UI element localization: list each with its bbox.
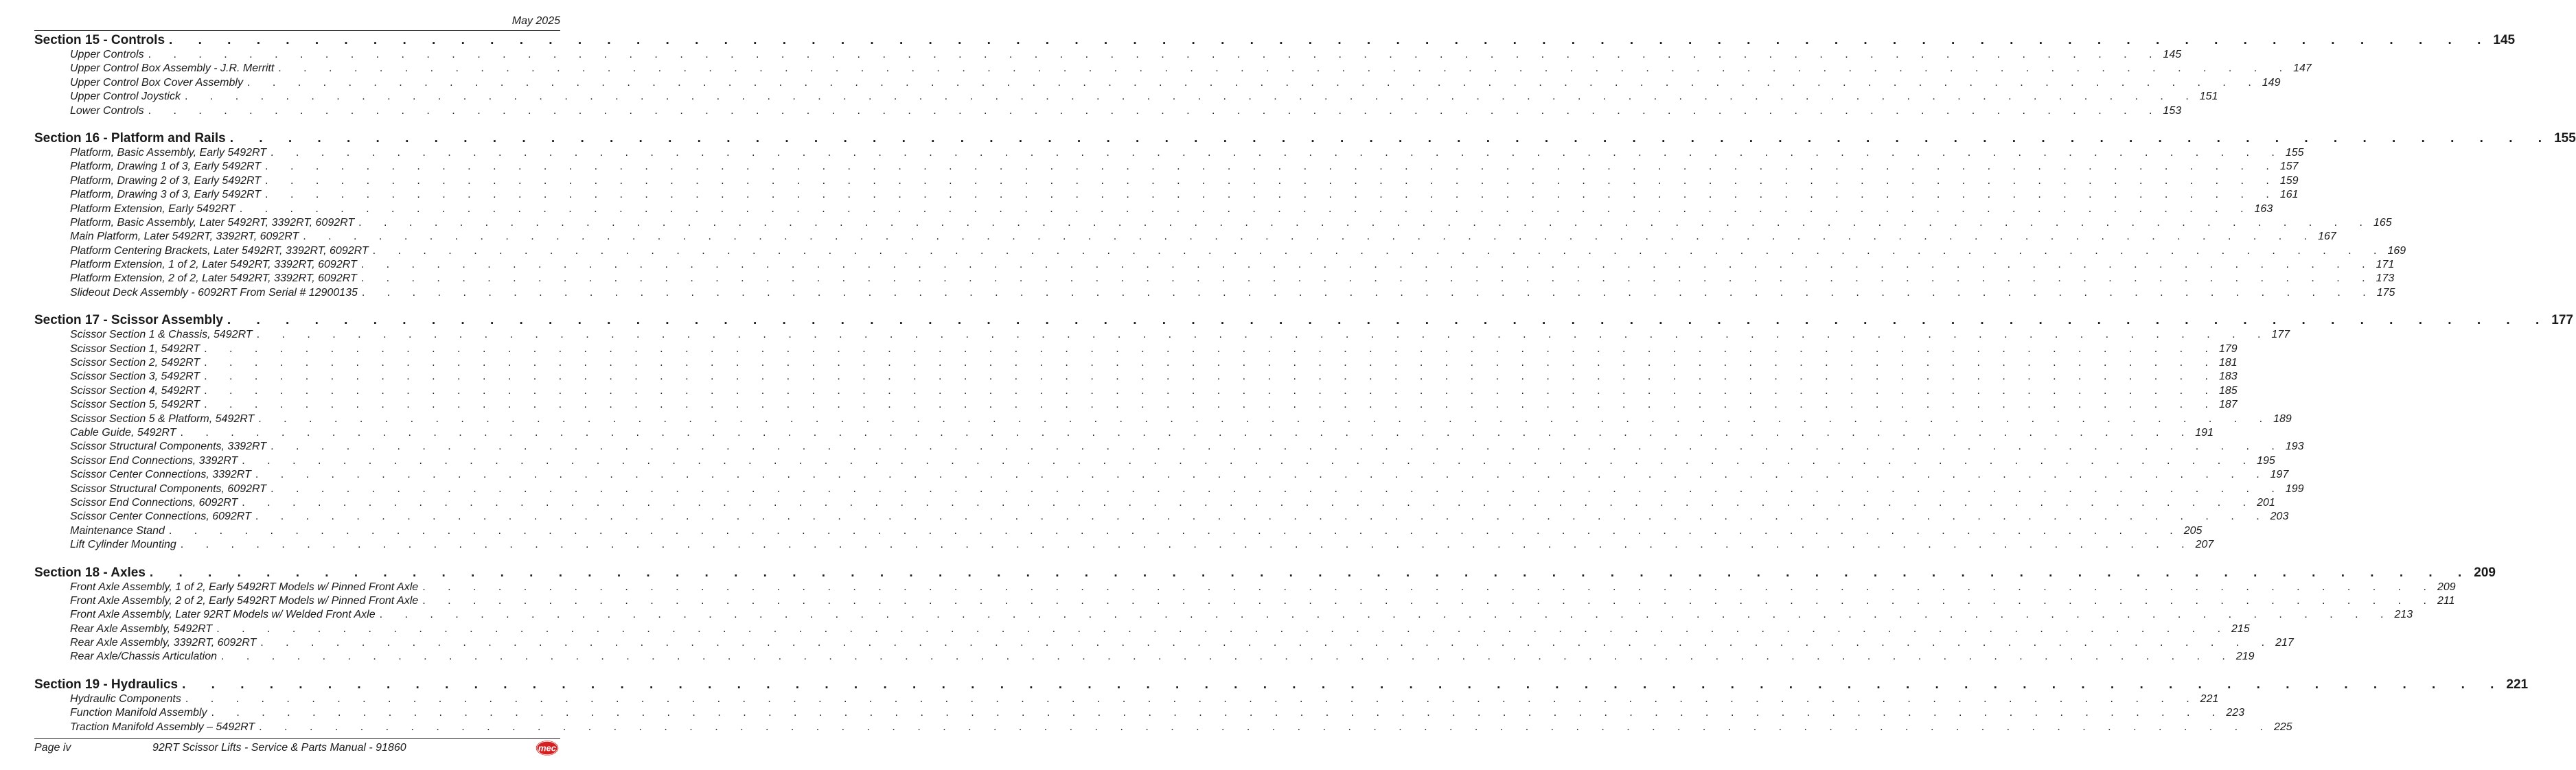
toc-entry[interactable] [34, 426, 2213, 440]
toc-entry[interactable] [34, 622, 2250, 636]
entry-page-number: 217 [2275, 637, 2294, 649]
entry-title: Scissor Section 5, 5492RT [70, 399, 200, 411]
dot-leader: . . . . . . . . . . . . . . . . . . . . . . . . . . . . . . . . . . . . . . . . . . . . . . . . . . . . . . . . . . . . . . . . . . . . . . . . . . . . . . . . [229, 130, 2553, 145]
dot-leader: . . . . . . . . . . . . . . . . . . . . . . . . . . . . . . . . . . . . . . . . . . . . . . . . . . . . . . . . . . . . . . . . . . . . . . . . . . . . . . . . [184, 91, 2198, 103]
entry-page-number: 207 [2195, 539, 2214, 551]
entry-title: Rear Axle Assembly, 5492RT [70, 622, 213, 635]
toc-entry[interactable] [34, 160, 2299, 174]
mec-logo-text: mec [538, 743, 557, 754]
toc-section [34, 313, 2573, 552]
entry-title: Scissor Section 1 & Chassis, 5492RT [70, 329, 253, 341]
entry-title: Scissor End Connections, 6092RT [70, 496, 238, 509]
entry-page-number: 225 [2273, 721, 2292, 733]
toc-section [34, 33, 2516, 118]
section-page-number: 177 [2551, 313, 2573, 328]
entry-page-number: 221 [2200, 692, 2219, 705]
dot-leader: . . . . . . . . . . . . . . . . . . . . . . . . . . . . . . . . . . . . . . . . . . . . . . . . . . . . . . . . . . . . . . . . . . . . . . . . . . . . . . . . [271, 146, 2284, 159]
dot-leader: . . . . . . . . . . . . . . . . . . . . . . . . . . . . . . . . . . . . . . . . . . . . . . . . . . . . . . . . . . . . . . . . . . . . . . . . . . . . . . . . [303, 231, 2317, 243]
section-title: Section 19 - Hydraulics [34, 677, 179, 692]
dot-leader: . . . . . . . . . . . . . . . . . . . . . . . . . . . . . . . . . . . . . . . . . . . . . . . . . . . . . . . . . . . . . . . . . . . . . . . . . . . . . . . . [204, 384, 2218, 397]
entry-title: Platform, Drawing 3 of 3, Early 5492RT [70, 189, 262, 201]
entry-page-number: 181 [2218, 357, 2238, 369]
entry-title: Upper Control Joystick [70, 91, 181, 103]
toc-entry[interactable] [34, 692, 2219, 706]
entry-title: Scissor End Connections, 3392RT [70, 454, 238, 467]
footer-rule [34, 738, 560, 739]
toc-entry[interactable] [34, 188, 2299, 202]
entry-title: Front Axle Assembly, 1 of 2, Early 5492RT Models w/ Pinned Front Axle [70, 581, 419, 593]
dot-leader: . . . . . . . . . . . . . . . . . . . . . . . . . . . . . . . . . . . . . . . . . . . . . . . . . . . . . . . . . . . . . . . . . . . . . . . . . . . . . . . . [204, 342, 2218, 355]
entry-page-number: 203 [2270, 511, 2289, 523]
dot-leader: . . . . . . . . . . . . . . . . . . . . . . . . . . . . . . . . . . . . . . . . . . . . . . . . . . . . . . . . . . . . . . . . . . . . . . . . . . . . . . . . [227, 313, 2551, 328]
toc-entry[interactable] [34, 258, 2395, 272]
footer-manual-title: 92RT Scissor Lifts - Service & Parts Manual - 91860 [152, 742, 406, 754]
dot-leader: . . . . . . . . . . . . . . . . . . . . . . . . . . . . . . . . . . . . . . . . . . . . . . . . . . . . . . . . . . . . . . . . . . . . . . . . . . . . . . . . [422, 594, 2436, 607]
toc-entry[interactable] [34, 370, 2238, 384]
entry-page-number: 175 [2376, 286, 2395, 299]
entry-title: Scissor Structural Components, 3392RT [70, 441, 267, 453]
toc-entry[interactable] [34, 510, 2289, 524]
section-page-number: 145 [2493, 33, 2516, 47]
dot-leader: . . . . . . . . . . . . . . . . . . . . . . . . . . . . . . . . . . . . . . . . . . . . . . . . . . . . . . . . . . . . . . . . . . . . . . . . . . . . . . . . [168, 524, 2183, 537]
dot-leader: . . . . . . . . . . . . . . . . . . . . . . . . . . . . . . . . . . . . . . . . . . . . . . . . . . . . . . . . . . . . . . . . . . . . . . . . . . . . . . . . [221, 651, 2235, 663]
top-rule [34, 30, 560, 31]
dot-leader: . . . . . . . . . . . . . . . . . . . . . . . . . . . . . . . . . . . . . . . . . . . . . . . . . . . . . . . . . . . . . . . . . . . . . . . . . . . . . . . . [204, 399, 2218, 411]
dot-leader: . . . . . . . . . . . . . . . . . . . . . . . . . . . . . . . . . . . . . . . . . . . . . . . . . . . . . . . . . . . . . . . . . . . . . . . . . . . . . . . . [258, 412, 2273, 425]
toc-entry[interactable] [34, 244, 2406, 258]
dot-leader: . . . . . . . . . . . . . . . . . . . . . . . . . . . . . . . . . . . . . . . . . . . . . . . . . . . . . . . . . . . . . . . . . . . . . . . . . . . . . . . . [372, 244, 2387, 257]
toc-section [34, 130, 2576, 300]
entry-title: Rear Axle Assembly, 3392RT, 6092RT [70, 637, 257, 649]
dot-leader: . . . . . . . . . . . . . . . . . . . . . . . . . . . . . . . . . . . . . . . . . . . . . . . . . . . . . . . . . . . . . . . . . . . . . . . . . . . . . . . . [239, 202, 2253, 215]
entry-page-number: 191 [2195, 426, 2213, 439]
entry-title: Upper Control Box Assembly - J.R. Merritt [70, 62, 275, 75]
entry-page-number: 189 [2273, 412, 2292, 425]
dot-leader: . . . . . . . . . . . . . . . . . . . . . . . . . . . . . . . . . . . . . . . . . . . . . . . . . . . . . . . . . . . . . . . . . . . . . . . . . . . . . . . . [259, 721, 2273, 733]
dot-leader: . . . . . . . . . . . . . . . . . . . . . . . . . . . . . . . . . . . . . . . . . . . . . . . . . . . . . . . . . . . . . . . . . . . . . . . . . . . . . . . . [246, 76, 2261, 89]
entry-page-number: 165 [2373, 216, 2392, 229]
dot-leader: . . . . . . . . . . . . . . . . . . . . . . . . . . . . . . . . . . . . . . . . . . . . . . . . . . . . . . . . . . . . . . . . . . . . . . . . . . . . . . . . [271, 482, 2284, 495]
section-page-number: 209 [2474, 565, 2496, 580]
entry-title: Lower Controls [70, 104, 144, 117]
dot-leader: . . . . . . . . . . . . . . . . . . . . . . . . . . . . . . . . . . . . . . . . . . . . . . . . . . . . . . . . . . . . . . . . . . . . . . . . . . . . . . . . [360, 259, 2375, 271]
entry-title: Platform Extension, Early 5492RT [70, 202, 235, 215]
toc-entry[interactable] [34, 272, 2395, 285]
entry-title: Function Manifold Assembly [70, 707, 207, 719]
entry-page-number: 157 [2279, 161, 2299, 173]
mec-logo [535, 739, 560, 760]
dot-leader: . . . . . . . . . . . . . . . . . . . . . . . . . . . . . . . . . . . . . . . . . . . . . . . . . . . . . . . . . . . . . . . . . . . . . . . . . . . . . . . . [204, 357, 2218, 369]
toc-entry[interactable] [34, 440, 2304, 454]
entry-title: Scissor Section 2, 5492RT [70, 357, 200, 369]
entry-title: Platform, Basic Assembly, Early 5492RT [70, 146, 267, 159]
entry-title: Scissor Section 4, 5492RT [70, 384, 200, 397]
toc-entry[interactable] [34, 706, 2245, 720]
dot-leader: . . . . . . . . . . . . . . . . . . . . . . . . . . . . . . . . . . . . . . . . . . . . . . . . . . . . . . . . . . . . . . . . . . . . . . . . . . . . . . . . [260, 637, 2275, 649]
toc-entry[interactable] [34, 468, 2289, 482]
dot-leader: . . . . . . . . . . . . . . . . . . . . . . . . . . . . . . . . . . . . . . . . . . . . . . . . . . . . . . . . . . . . . . . . . . . . . . . . . . . . . . . . [265, 174, 2279, 187]
entry-title: Platform, Basic Assembly, Later 5492RT, 3392RT, 6092RT [70, 216, 355, 229]
entry-page-number: 167 [2318, 231, 2336, 243]
entry-title: Front Axle Assembly, Later 92RT Models w/ Welded Front Axle [70, 609, 376, 621]
entry-title: Main Platform, Later 5492RT, 3392RT, 6092RT [70, 231, 299, 243]
entry-title: Front Axle Assembly, 2 of 2, Early 5492RT Models w/ Pinned Front Axle [70, 594, 419, 607]
entry-title: Rear Axle/Chassis Articulation [70, 651, 218, 663]
dot-leader: . . . . . . . . . . . . . . . . . . . . . . . . . . . . . . . . . . . . . . . . . . . . . . . . . . . . . . . . . . . . . . . . . . . . . . . . . . . . . . . . [255, 511, 2269, 523]
toc-entry[interactable] [34, 356, 2238, 370]
entry-title: Slideout Deck Assembly - 6092RT From Serial # 12900135 [70, 286, 358, 299]
toc-entry[interactable] [34, 524, 2203, 538]
footer-page-label: Page iv [34, 742, 71, 754]
dot-leader: . . . . . . . . . . . . . . . . . . . . . . . . . . . . . . . . . . . . . . . . . . . . . . . . . . . . . . . . . . . . . . . . . . . . . . . . . . . . . . . . [242, 454, 2256, 467]
dot-leader: . . . . . . . . . . . . . . . . . . . . . . . . . . . . . . . . . . . . . . . . . . . . . . . . . . . . . . . . . . . . . . . . . . . . . . . . . . . . . . . . [185, 692, 2199, 705]
toc-entry[interactable] [34, 496, 2275, 510]
dot-leader: . . . . . . . . . . . . . . . . . . . . . . . . . . . . . . . . . . . . . . . . . . . . . . . . . . . . . . . . . . . . . . . . . . . . . . . . . . . . . . . . [204, 371, 2218, 383]
toc-section-heading[interactable] [34, 130, 2576, 146]
entry-title: Platform Centering Brackets, Later 5492RT, 3392RT, 6092RT [70, 244, 369, 257]
entry-page-number: 193 [2285, 441, 2304, 453]
dot-leader: . . . . . . . . . . . . . . . . . . . . . . . . . . . . . . . . . . . . . . . . . . . . . . . . . . . . . . . . . . . . . . . . . . . . . . . . . . . . . . . . [265, 161, 2279, 173]
entry-title: Scissor Center Connections, 3392RT [70, 469, 251, 481]
toc-section-heading[interactable] [34, 565, 2496, 581]
toc-section-heading[interactable] [34, 677, 2529, 692]
entry-page-number: 151 [2199, 91, 2218, 103]
dot-leader: . . . . . . . . . . . . . . . . . . . . . . . . . . . . . . . . . . . . . . . . . . . . . . . . . . . . . . . . . . . . . . . . . . . . . . . . . . . . . . . . [360, 272, 2375, 285]
toc-entry[interactable] [34, 76, 2281, 90]
toc-entry[interactable] [34, 482, 2304, 496]
entry-title: Cable Guide, 5492RT [70, 426, 176, 439]
entry-title: Traction Manifold Assembly – 5492RT [70, 721, 255, 733]
entry-title: Scissor Section 5 & Platform, 5492RT [70, 412, 255, 425]
dot-leader: . . . . . . . . . . . . . . . . . . . . . . . . . . . . . . . . . . . . . . . . . . . . . . . . . . . . . . . . . . . . . . . . . . . . . . . . . . . . . . . . [149, 565, 2473, 580]
entry-title: Scissor Center Connections, 6092RT [70, 511, 251, 523]
toc-entry[interactable] [34, 398, 2238, 412]
section-title: Section 18 - Axles [34, 565, 146, 580]
entry-page-number: 219 [2235, 651, 2255, 663]
toc-entry[interactable] [34, 202, 2273, 216]
entry-title: Scissor Structural Components, 6092RT [70, 482, 267, 495]
entry-page-number: 171 [2376, 259, 2395, 271]
toc-entry[interactable] [34, 384, 2238, 398]
toc-entry[interactable] [34, 581, 2456, 594]
entry-page-number: 149 [2262, 76, 2281, 89]
toc-entry[interactable] [34, 286, 2395, 300]
section-title: Section 15 - Controls [34, 33, 165, 47]
toc-entry[interactable] [34, 90, 2218, 104]
toc-entry[interactable] [34, 342, 2238, 356]
dot-leader: . . . . . . . . . . . . . . . . . . . . . . . . . . . . . . . . . . . . . . . . . . . . . . . . . . . . . . . . . . . . . . . . . . . . . . . . . . . . . . . . [379, 609, 2393, 621]
dot-leader: . . . . . . . . . . . . . . . . . . . . . . . . . . . . . . . . . . . . . . . . . . . . . . . . . . . . . . . . . . . . . . . . . . . . . . . . . . . . . . . . [180, 539, 2194, 551]
toc-section-heading[interactable] [34, 33, 2516, 48]
entry-title: Scissor Section 3, 5492RT [70, 371, 200, 383]
toc-entry[interactable] [34, 538, 2214, 552]
entry-page-number: 185 [2218, 384, 2238, 397]
entry-page-number: 195 [2257, 454, 2275, 467]
section-title: Section 16 - Platform and Rails [34, 130, 226, 145]
table-of-contents [34, 32, 2576, 747]
entry-page-number: 187 [2218, 399, 2238, 411]
entry-page-number: 201 [2257, 496, 2275, 509]
entry-title: Lift Cylinder Mounting [70, 539, 176, 551]
dot-leader: . . . . . . . . . . . . . . . . . . . . . . . . . . . . . . . . . . . . . . . . . . . . . . . . . . . . . . . . . . . . . . . . . . . . . . . . . . . . . . . . [271, 441, 2284, 453]
toc-entry[interactable] [34, 104, 2182, 118]
dot-leader: . . . . . . . . . . . . . . . . . . . . . . . . . . . . . . . . . . . . . . . . . . . . . . . . . . . . . . . . . . . . . . . . . . . . . . . . . . . . . . . . [148, 104, 2162, 117]
entry-page-number: 161 [2279, 189, 2299, 201]
entry-page-number: 215 [2231, 622, 2250, 635]
entry-page-number: 223 [2226, 707, 2245, 719]
entry-title: Platform, Drawing 1 of 3, Early 5492RT [70, 161, 262, 173]
toc-entry[interactable] [34, 594, 2455, 608]
toc-entry[interactable] [34, 636, 2294, 650]
entry-page-number: 153 [2163, 104, 2182, 117]
dot-leader: . . . . . . . . . . . . . . . . . . . . . . . . . . . . . . . . . . . . . . . . . . . . . . . . . . . . . . . . . . . . . . . . . . . . . . . . . . . . . . . . [358, 216, 2372, 229]
dot-leader: . . . . . . . . . . . . . . . . . . . . . . . . . . . . . . . . . . . . . . . . . . . . . . . . . . . . . . . . . . . . . . . . . . . . . . . . . . . . . . . . [148, 49, 2162, 60]
toc-entry[interactable] [34, 721, 2292, 734]
dot-leader: . . . . . . . . . . . . . . . . . . . . . . . . . . . . . . . . . . . . . . . . . . . . . . . . . . . . . . . . . . . . . . . . . . . . . . . . . . . . . . . . [256, 329, 2270, 341]
dot-leader: . . . . . . . . . . . . . . . . . . . . . . . . . . . . . . . . . . . . . . . . . . . . . . . . . . . . . . . . . . . . . . . . . . . . . . . . . . . . . . . . [211, 707, 2225, 719]
section-page-number: 221 [2506, 677, 2529, 692]
dot-leader: . . . . . . . . . . . . . . . . . . . . . . . . . . . . . . . . . . . . . . . . . . . . . . . . . . . . . . . . . . . . . . . . . . . . . . . . . . . . . . . . [361, 286, 2376, 299]
entry-title: Platform, Drawing 2 of 3, Early 5492RT [70, 174, 262, 187]
entry-title: Hydraulic Components [70, 692, 181, 705]
dot-leader: . . . . . . . . . . . . . . . . . . . . . . . . . . . . . . . . . . . . . . . . . . . . . . . . . . . . . . . . . . . . . . . . . . . . . . . . . . . . . . . . [422, 581, 2436, 593]
entry-page-number: 179 [2218, 342, 2238, 355]
entry-title: Platform Extension, 2 of 2, Later 5492RT, 3392RT, 6092RT [70, 272, 357, 285]
entry-page-number: 177 [2271, 329, 2290, 341]
entry-title: Platform Extension, 1 of 2, Later 5492RT, 3392RT, 6092RT [70, 259, 357, 271]
entry-page-number: 145 [2163, 49, 2182, 60]
toc-section [34, 677, 2529, 734]
toc-entry[interactable] [34, 328, 2290, 342]
toc-entry[interactable] [34, 608, 2413, 622]
entry-page-number: 163 [2254, 202, 2273, 215]
entry-page-number: 213 [2394, 609, 2413, 621]
dot-leader: . . . . . . . . . . . . . . . . . . . . . . . . . . . . . . . . . . . . . . . . . . . . . . . . . . . . . . . . . . . . . . . . . . . . . . . . . . . . . . . . [169, 33, 2492, 47]
section-page-number: 155 [2554, 130, 2576, 145]
toc-entry[interactable] [34, 216, 2392, 230]
dot-leader: . . . . . . . . . . . . . . . . . . . . . . . . . . . . . . . . . . . . . . . . . . . . . . . . . . . . . . . . . . . . . . . . . . . . . . . . . . . . . . . . [265, 189, 2279, 201]
entry-page-number: 155 [2285, 146, 2304, 159]
toc-entry[interactable] [34, 146, 2304, 160]
dot-leader: . . . . . . . . . . . . . . . . . . . . . . . . . . . . . . . . . . . . . . . . . . . . . . . . . . . . . . . . . . . . . . . . . . . . . . . . . . . . . . . . [180, 426, 2194, 439]
toc-entry[interactable] [34, 650, 2255, 664]
entry-page-number: 199 [2285, 482, 2304, 495]
entry-title: Maintenance Stand [70, 524, 165, 537]
dot-leader: . . . . . . . . . . . . . . . . . . . . . . . . . . . . . . . . . . . . . . . . . . . . . . . . . . . . . . . . . . . . . . . . . . . . . . . . . . . . . . . . [278, 62, 2292, 75]
toc-section [34, 565, 2496, 664]
toc-entry[interactable] [34, 412, 2292, 426]
dot-leader: . . . . . . . . . . . . . . . . . . . . . . . . . . . . . . . . . . . . . . . . . . . . . . . . . . . . . . . . . . . . . . . . . . . . . . . . . . . . . . . . [255, 469, 2269, 481]
entry-page-number: 197 [2270, 469, 2289, 481]
toc-entry[interactable] [34, 454, 2275, 468]
entry-title: Upper Control Box Cover Assembly [70, 76, 243, 89]
entry-page-number: 173 [2376, 272, 2395, 285]
entry-page-number: 169 [2387, 244, 2406, 257]
dot-leader: . . . . . . . . . . . . . . . . . . . . . . . . . . . . . . . . . . . . . . . . . . . . . . . . . . . . . . . . . . . . . . . . . . . . . . . . . . . . . . . . [216, 622, 2231, 635]
header-date: May 2025 [511, 15, 560, 27]
dot-leader: . . . . . . . . . . . . . . . . . . . . . . . . . . . . . . . . . . . . . . . . . . . . . . . . . . . . . . . . . . . . . . . . . . . . . . . . . . . . . . . . [242, 496, 2256, 509]
entry-page-number: 183 [2218, 371, 2238, 383]
entry-page-number: 147 [2293, 62, 2312, 75]
entry-page-number: 159 [2279, 174, 2299, 187]
dot-leader: . . . . . . . . . . . . . . . . . . . . . . . . . . . . . . . . . . . . . . . . . . . . . . . . . . . . . . . . . . . . . . . . . . . . . . . . . . . . . . . . [182, 677, 2505, 692]
toc-entry[interactable] [34, 48, 2182, 62]
entry-title: Scissor Section 1, 5492RT [70, 342, 200, 355]
toc-entry[interactable] [34, 62, 2312, 75]
toc-section-heading[interactable] [34, 313, 2573, 328]
entry-page-number: 211 [2437, 594, 2455, 607]
toc-entry[interactable] [34, 174, 2299, 188]
entry-title: Upper Controls [70, 49, 144, 60]
toc-entry[interactable] [34, 230, 2336, 244]
entry-page-number: 205 [2183, 524, 2203, 537]
entry-page-number: 209 [2437, 581, 2456, 593]
section-title: Section 17 - Scissor Assembly [34, 313, 223, 328]
